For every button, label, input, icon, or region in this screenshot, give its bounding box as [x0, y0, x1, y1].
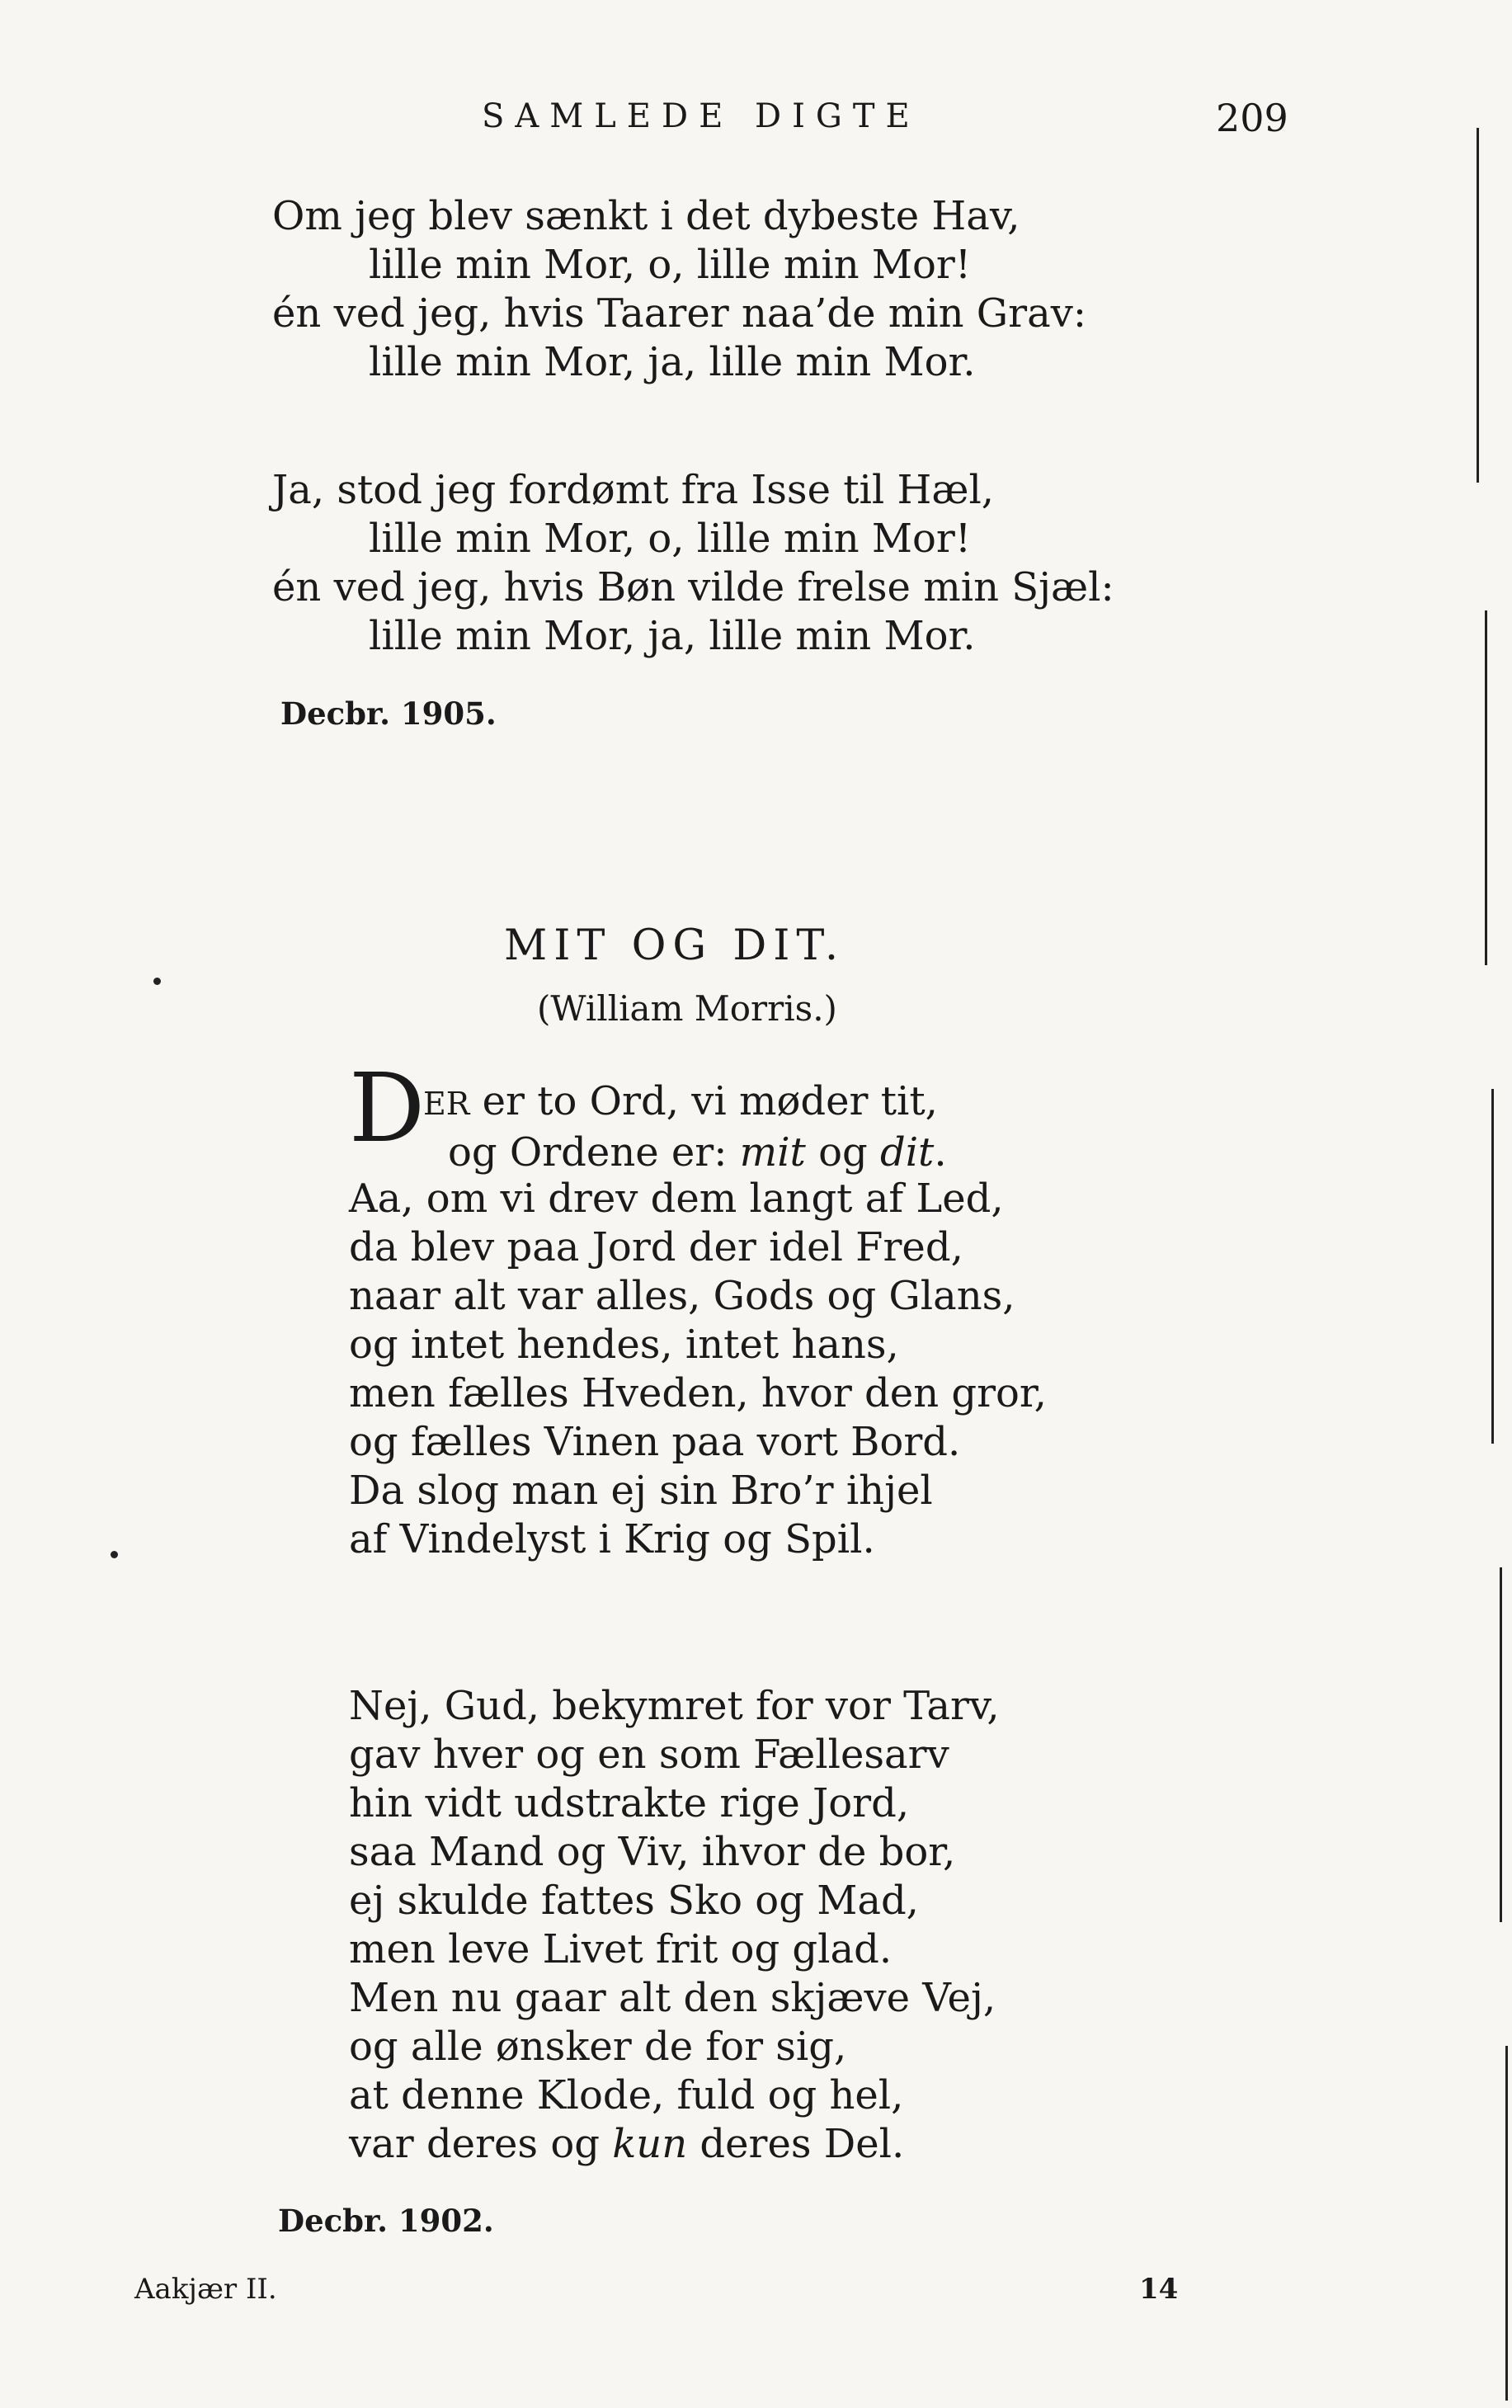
sheet-number: 14 [1139, 2273, 1179, 2306]
verse-line: Nej, Gud, bekymret for vor Tarv, [349, 1683, 1000, 1729]
verse-text: var deres og [349, 2121, 613, 2167]
verse-line: lille min Mor, o, lille min Mor! [369, 242, 972, 288]
margin-rule [1477, 128, 1479, 483]
smallcaps-text: ER [423, 1086, 470, 1122]
verse-line: da blev paa Jord der idel Fred, [349, 1224, 963, 1270]
italic-word: dit [879, 1129, 935, 1176]
poem-subtitle: (William Morris.) [537, 988, 837, 1029]
verse-text: er to Ord, vi møder tit, [469, 1078, 938, 1124]
scan-speck [153, 978, 161, 985]
verse-line: at denne Klode, fuld og hel, [349, 2072, 904, 2118]
poem1-date: Decbr. 1905. [280, 695, 497, 732]
poem1-stanza1 [272, 192, 1086, 387]
verse-line: af Vindelyst i Krig og Spil. [349, 1516, 875, 1562]
verse-text: og Ordene er: [448, 1129, 740, 1176]
verse-line [349, 2120, 1000, 2169]
verse-line: én ved jeg, hvis Bøn vilde frelse min Sjæl: [272, 564, 1114, 610]
verse-line: og alle ønsker de for sig, [349, 2024, 847, 2070]
verse-line: Ja, stod jeg fordømt fra Isse til Hæl, [272, 467, 995, 513]
verse-line: saa Mand og Viv, ihvor de bor, [349, 1829, 956, 1875]
verse-line: og intet hendes, intet hans, [349, 1322, 899, 1368]
verse-line: lille min Mor, ja, lille min Mor. [369, 339, 976, 385]
verse-line: men leve Livet frit og glad. [349, 1926, 893, 1972]
verse-line: lille min Mor, ja, lille min Mor. [369, 613, 976, 659]
verse-line: Om jeg blev sænkt i det dybeste Hav, [272, 193, 1020, 239]
verse-line: naar alt var alles, Gods og Glans, [349, 1273, 1015, 1319]
italic-word: mit [739, 1129, 806, 1176]
running-title: SAMLEDE DIGTE [482, 97, 921, 135]
verse-line: Da slog man ej sin Bro’r ihjel [349, 1468, 933, 1514]
verse-line: gav hver og en som Fællesarv [349, 1732, 949, 1778]
verse-text: og [805, 1129, 880, 1176]
poem-title: MIT OG DIT. [504, 921, 845, 970]
page-number: 209 [1216, 96, 1288, 140]
drop-cap: D [349, 1053, 426, 1164]
verse-line: én ved jeg, hvis Taarer naa’de min Grav: [272, 290, 1086, 337]
verse-line [349, 1129, 947, 1177]
poem2-date: Decbr. 1902. [278, 2203, 494, 2239]
verse-text: deres Del. [687, 2121, 905, 2167]
verse-line: Men nu gaar alt den skjæve Vej, [349, 1975, 996, 2021]
margin-rule [1505, 2046, 1508, 2401]
verse-text: . [934, 1129, 947, 1176]
verse-line: lille min Mor, o, lille min Mor! [369, 516, 972, 562]
verse-line [349, 1077, 947, 1129]
italic-word: kun [612, 2121, 688, 2167]
scan-speck [111, 1551, 118, 1558]
verse-line: hin vidt udstrakte rige Jord, [349, 1780, 910, 1826]
margin-rule [1491, 1089, 1494, 1444]
verse-line: ej skulde fattes Sko og Mad, [349, 1878, 919, 1924]
poem1-stanza2 [272, 466, 1114, 661]
margin-rule [1485, 610, 1487, 965]
margin-rule [1500, 1567, 1502, 1922]
verse-line: Aa, om vi drev dem langt af Led, [349, 1176, 1004, 1222]
signature-mark: Aakjær II. [134, 2273, 277, 2306]
poem2-stanza2 [349, 1682, 1000, 2169]
poem2-opening [349, 1077, 947, 1177]
verse-line: men fælles Hveden, hvor den gror, [349, 1370, 1047, 1416]
verse-line: og fælles Vinen paa vort Bord. [349, 1419, 961, 1465]
poem2-stanza1 [349, 1175, 1047, 1564]
